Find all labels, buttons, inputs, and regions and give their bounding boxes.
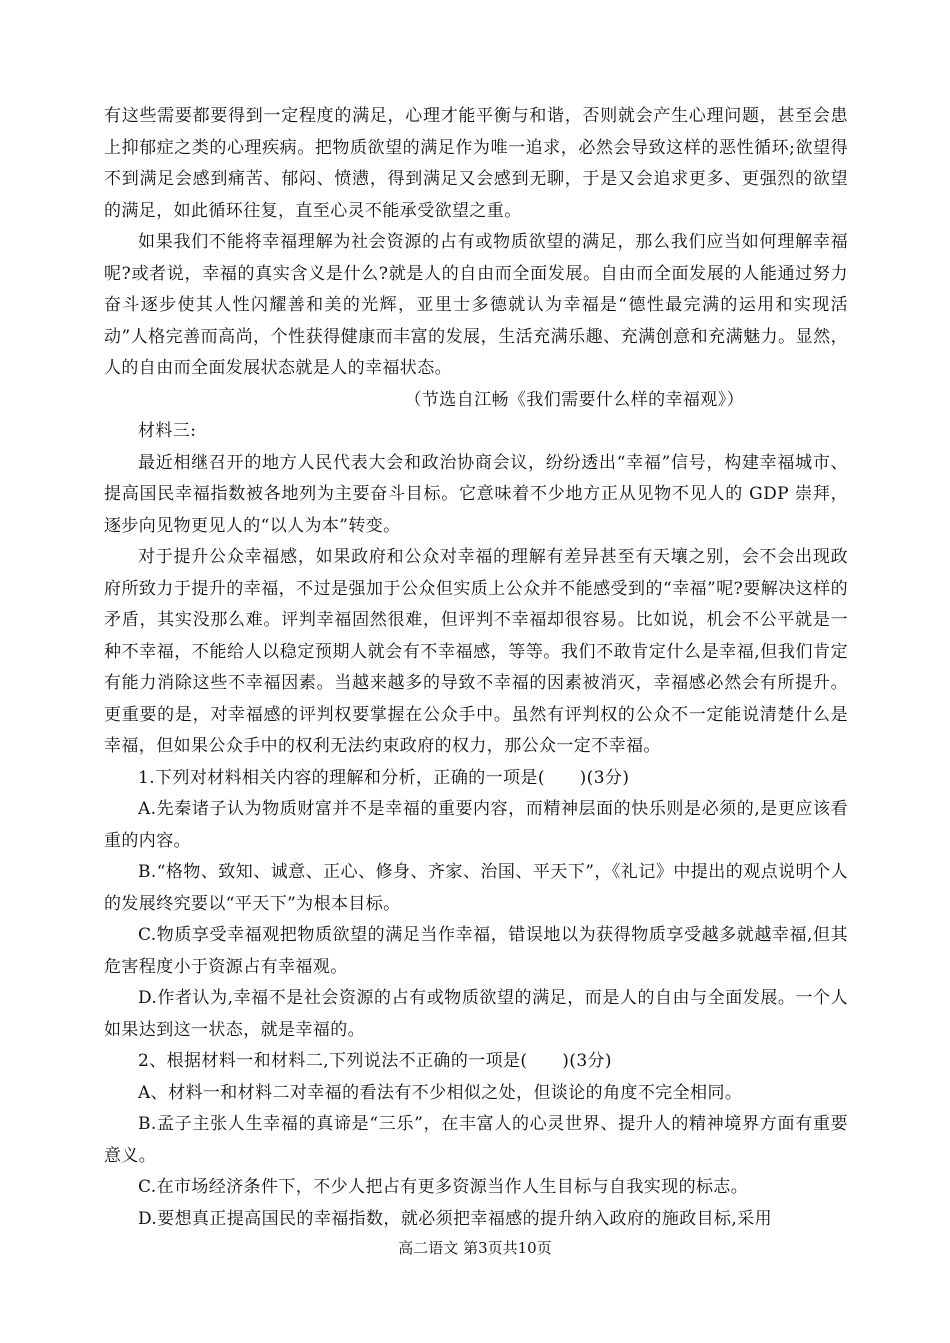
question-option: A、材料一和材料二对幸福的看法有不少相似之处，但谈论的角度不完全相同。 <box>138 1082 743 1103</box>
question-option: A.先秦诸子认为物质财富并不是幸福的重要内容，而精神层面的快乐则是必须的,是更应该看重的内容。 <box>104 799 848 851</box>
source-citation: （节选自江畅《我们需要什么样的幸福观》） <box>404 389 744 410</box>
page-content <box>104 101 848 1235</box>
passage-paragraph: 有这些需要都要得到一定程度的满足，心理才能平衡与和谐，否则就会产生心理问题，甚至会患上抑郁症之类的心理疾病。把物质欲望的满足作为唯一追求，必然会导致这样的恶性循环;欲望得不到满足会感到痛苦、郁闷、愤懑，得到满足又会感到无聊，于是又会追求更多、更强烈的欲望的满足，如此循环往复，直至心灵不能承受欲望之重。 <box>104 106 848 221</box>
passage-paragraph: 最近相继召开的地方人民代表大会和政治协商会议，纷纷透出“幸福”信号，构建幸福城市、提高国民幸福指数被各地列为主要奋斗目标。它意味着不少地方正从见物不见人的 GDP 崇拜，逐步向见物更见人的“以人为本”转变。 <box>104 452 848 536</box>
question-option: B.孟子主张人生幸福的真谛是“三乐”，在丰富人的心灵世界、提升人的精神境界方面有重要意义。 <box>104 1114 848 1166</box>
question-option: B.“格物、致知、诚意、正心、修身、齐家、治国、平天下”，《礼记》中提出的观点说明个人的发展终究要以“平天下”为根本目标。 <box>104 862 848 914</box>
question-stem: 1.下列对材料相关内容的理解和分析，正确的一项是( )(3分) <box>138 767 630 788</box>
question-option: C.物质享受幸福观把物质欲望的满足当作幸福，错误地以为获得物质享受越多就越幸福,但其危害程度小于资源占有幸福观。 <box>104 925 848 977</box>
question-option: C.在市场经济条件下，不少人把占有更多资源当作人生目标与自我实现的标志。 <box>138 1177 749 1197</box>
passage-paragraph: 对于提升公众幸福感，如果政府和公众对幸福的理解有差异甚至有天壤之别，会不会出现政府所致力于提升的幸福，不过是强加于公众但实质上公众并不能感受到的“幸福”呢?要解决这样的矛盾，其实没那么难。评判幸福固然很难，但评判不幸福却很容易。比如说，机会不公平就是一种不幸福，不能给人以稳定预期人就会有不幸福感，等等。我们不敢肯定什么是幸福,但我们肯定有能力消除这些不幸福因素。当越来越多的导致不幸福的因素被消灭，幸福感必然会有所提升。更重要的是，对幸福感的评判权要掌握在公众手中。虽然有评判权的公众不一定能说清楚什么是幸福，但如果公众手中的权利无法约束政府的权力，那公众一定不幸福。 <box>104 547 848 756</box>
question-option: D.要想真正提高国民的幸福指数，就必须把幸福感的提升纳入政府的施政目标,采用 <box>138 1208 773 1229</box>
material-heading: 材料三: <box>138 421 197 441</box>
page-footer: 高二语文 第3页共10页 <box>398 1239 552 1257</box>
passage-paragraph: 如果我们不能将幸福理解为社会资源的占有或物质欲望的满足，那么我们应当如何理解幸福呢?或者说，幸福的真实含义是什么?就是人的自由而全面发展。自由而全面发展的人能通过努力奋斗逐步使其人性闪耀善和美的光辉，亚里士多德就认为幸福是“德性最完满的运用和实现活动”人格完善而高尚，个性获得健康而丰富的发展，生活充满乐趣、充满创意和充满魅力。显然，人的自由而全面发展状态就是人的幸福状态。 <box>104 232 848 378</box>
question-stem: 2、根据材料一和材料二,下列说法不正确的一项是( )(3分) <box>138 1051 612 1071</box>
question-option: D.作者认为,幸福不是社会资源的占有或物质欲望的满足，而是人的自由与全面发展。一个人如果达到这一状态，就是幸福的。 <box>104 988 848 1040</box>
